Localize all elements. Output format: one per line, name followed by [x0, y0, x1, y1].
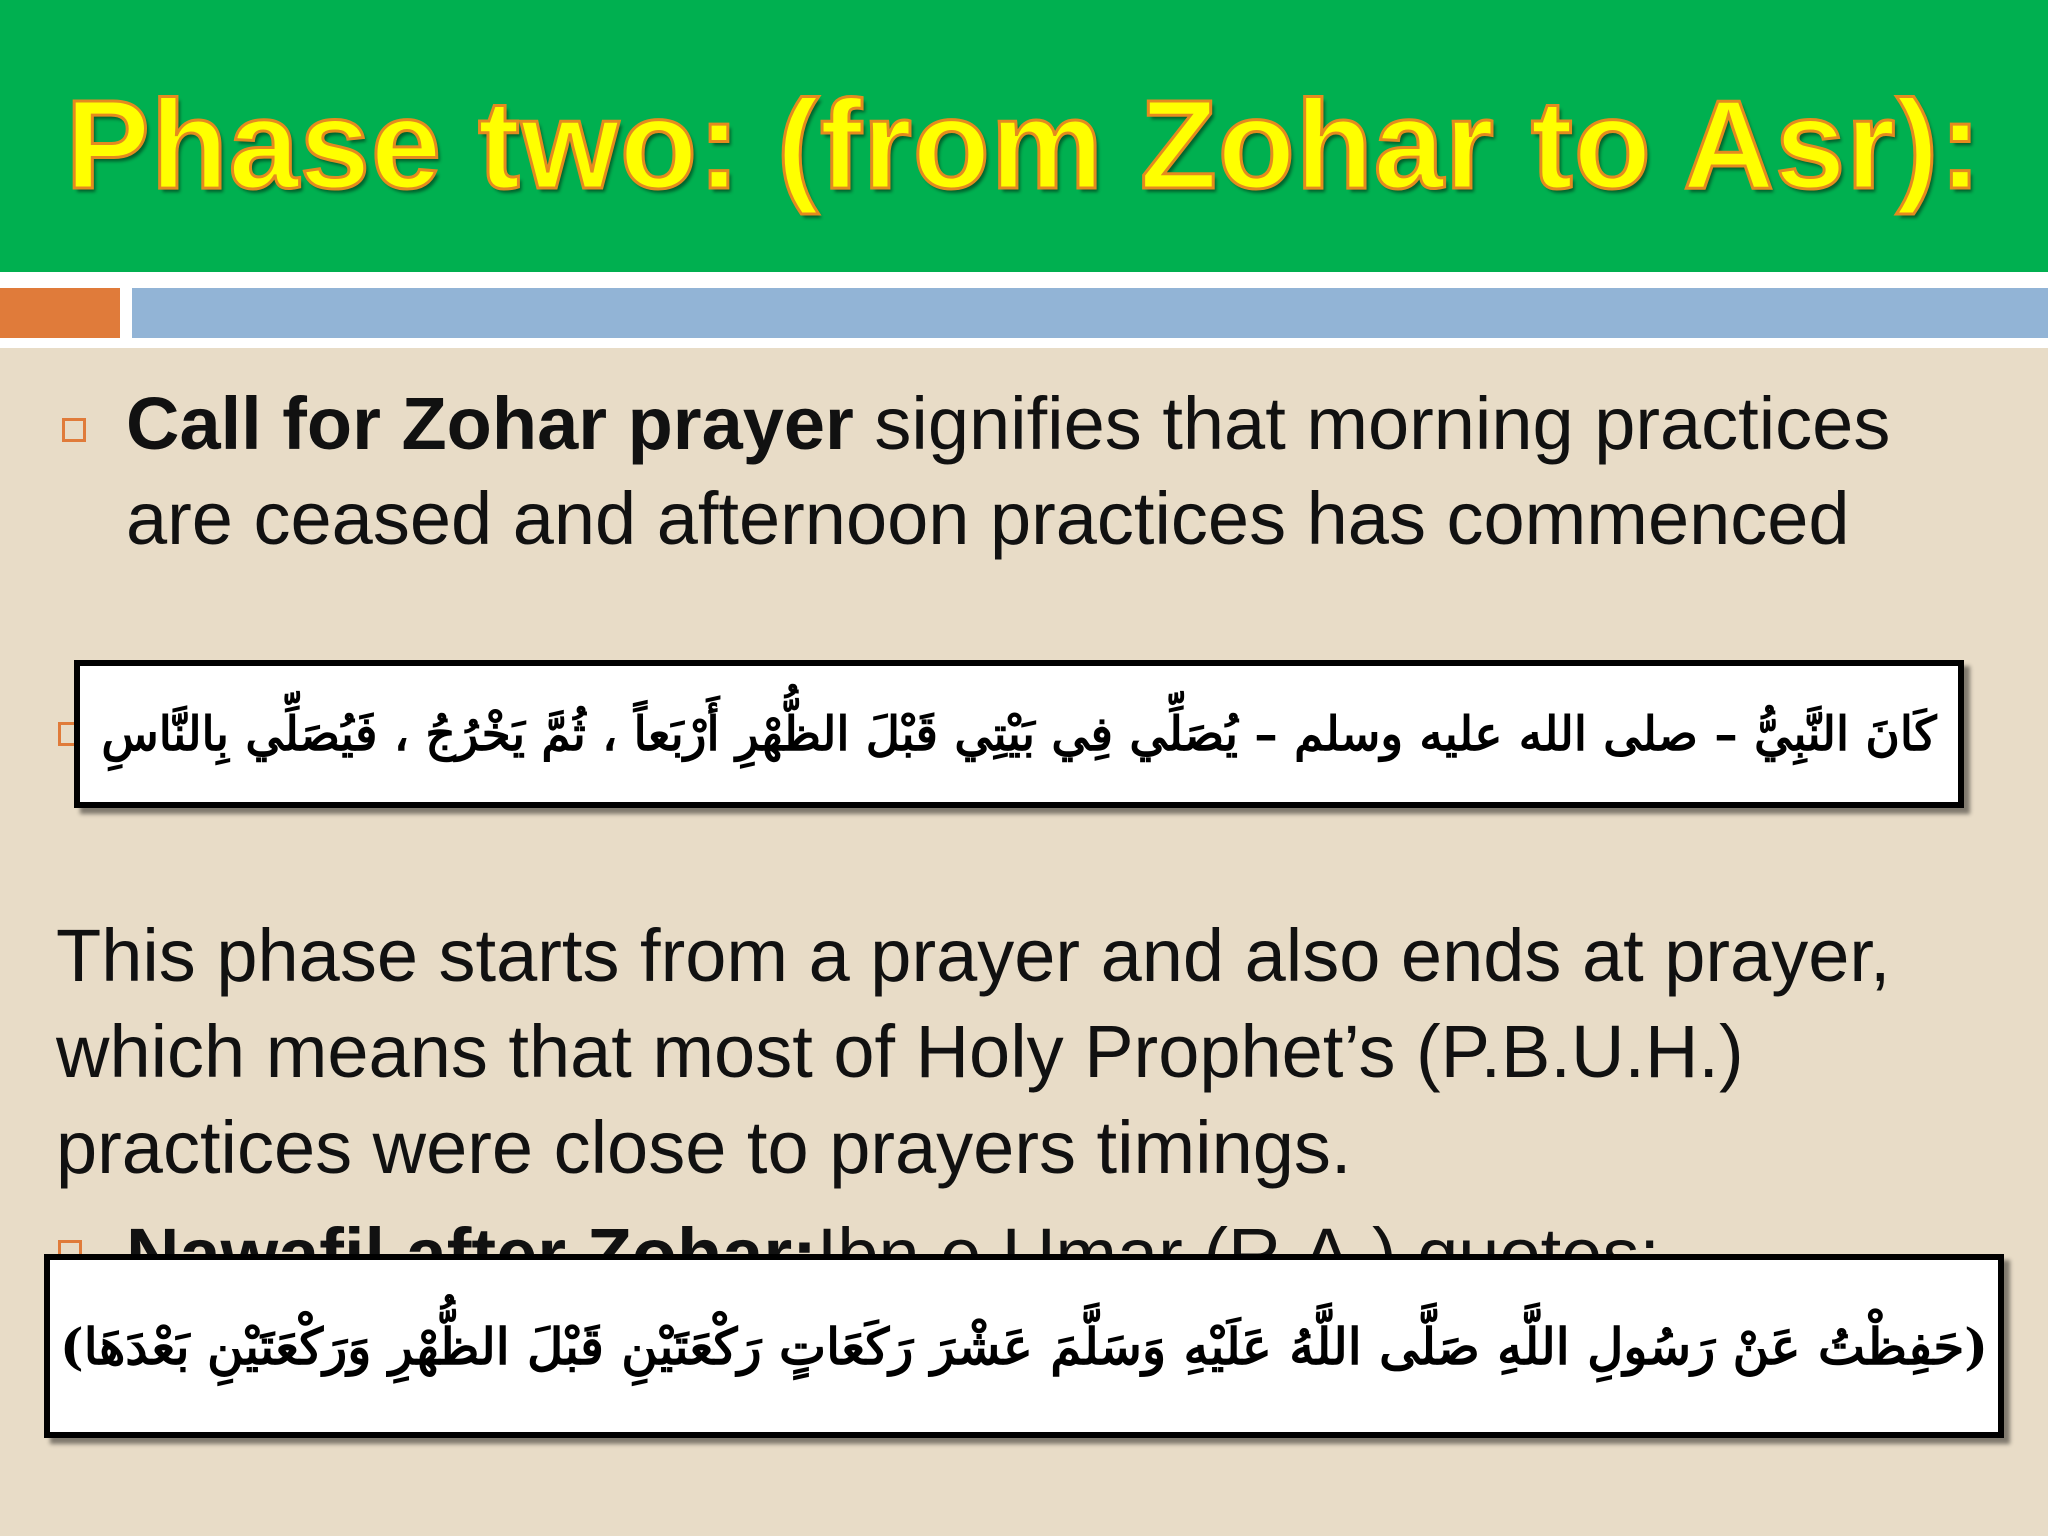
- arabic-hadith-box: [44, 1254, 2004, 1438]
- slide-title: Phase two: (from Zohar to Asr):: [65, 74, 1983, 215]
- bullet-body-text: signifies that morning practices are ceased and afternoon practices has commenced: [126, 382, 1891, 560]
- arabic-quote-box: [74, 660, 1964, 808]
- accent-bar-gap: [120, 288, 132, 338]
- bullet-bold-text: Call for Zohar prayer: [126, 382, 854, 465]
- header-divider: [0, 272, 2048, 288]
- phase-description: This phase starts from a prayer and also ends at prayer, which means that most of Holy Prophet’s (P.B.U.H.) practices were close to prayers timings.: [56, 914, 1891, 1189]
- accent-bar-blue: [132, 288, 2048, 338]
- arabic-hadith-text: (حَفِظْتُ عَنْ رَسُولِ اللَّهِ صَلَّى اللَّهُ عَلَيْهِ وَسَلَّمَ عَشْرَ رَكَعَاتٍ رَكْعَتَيْنِ قَبْلَ الظُّهْرِ وَرَكْعَتَيْنِ بَعْدَهَا): [60, 1316, 1988, 1376]
- title-banner: [0, 0, 2048, 272]
- arabic-quote-text: كَانَ النَّبِيُّ – صلى الله عليه وسلم – يُصَلِّي فِي بَيْتِي قَبْلَ الظُّهْرِ أَرْبَعاً ، ثُمَّ يَخْرُجُ ، فَيُصَلِّي بِالنَّاسِ: [101, 706, 1937, 762]
- bullet-square-icon: [62, 418, 86, 442]
- bullet-call-for-zohar: [126, 376, 1986, 566]
- accent-divider: [0, 338, 2048, 348]
- accent-bar-orange: [0, 288, 120, 338]
